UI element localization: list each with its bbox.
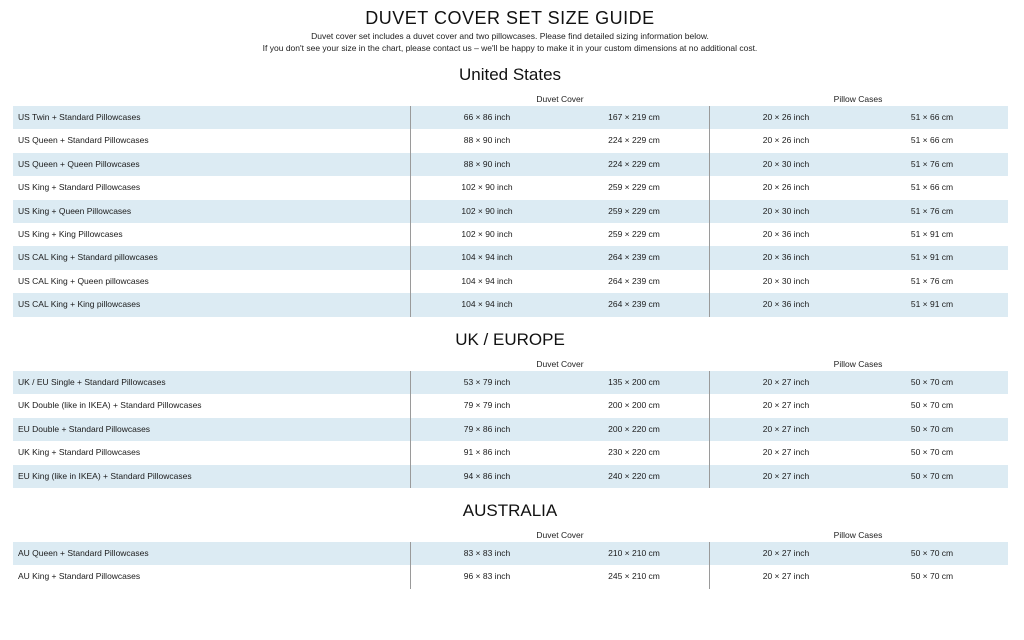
duvet-inch: 96 × 83 inch <box>463 571 511 582</box>
pillow-cm: 51 × 91 cm <box>910 228 954 239</box>
pillow-inch: 20 × 27 inch <box>762 423 810 434</box>
pillow-cm: 50 × 70 cm <box>910 571 954 582</box>
column-divider <box>410 542 411 589</box>
pillow-inch: 20 × 26 inch <box>762 135 810 146</box>
duvet-cm: 259 × 229 cm <box>608 205 660 216</box>
duvet-cm: 135 × 200 cm <box>608 377 660 387</box>
section-australia <box>13 497 1008 589</box>
column-headers <box>13 359 1008 369</box>
pillow-cm: 51 × 76 cm <box>910 275 954 286</box>
size-name: US King + Standard Pillowcases <box>18 182 141 193</box>
section-title: United States <box>458 65 562 84</box>
table-row <box>13 542 1008 565</box>
column-headers <box>13 94 1008 104</box>
duvet-cover-header: Duvet Cover <box>536 94 584 104</box>
pillow-inch: 20 × 27 inch <box>762 571 810 582</box>
pillow-cases-header: Pillow Cases <box>833 359 883 369</box>
table-row <box>13 394 1008 417</box>
size-name: UK / EU Single + Standard Pillowcases <box>18 377 166 387</box>
duvet-cm: 230 × 220 cm <box>608 447 660 458</box>
table-row <box>13 129 1008 152</box>
table-row <box>13 565 1008 588</box>
duvet-inch: 104 × 94 inch <box>461 252 513 263</box>
duvet-inch: 104 × 94 inch <box>461 299 513 310</box>
table-row <box>13 176 1008 199</box>
table-row <box>13 293 1008 316</box>
duvet-cm: 224 × 229 cm <box>608 158 660 169</box>
pillow-cm: 50 × 70 cm <box>910 447 954 458</box>
duvet-inch: 94 × 86 inch <box>463 470 511 481</box>
duvet-inch: 79 × 86 inch <box>463 423 511 434</box>
pillow-cm: 51 × 76 cm <box>910 205 954 216</box>
size-name: US King + Queen Pillowcases <box>18 205 132 216</box>
duvet-cm: 259 × 229 cm <box>608 182 660 193</box>
table-row <box>13 441 1008 464</box>
table-row <box>13 223 1008 246</box>
duvet-inch: 102 × 90 inch <box>461 228 513 239</box>
table-row <box>13 200 1008 223</box>
duvet-inch: 83 × 83 inch <box>463 548 511 558</box>
size-name: EU Double + Standard Pillowcases <box>18 423 151 434</box>
duvet-inch: 102 × 90 inch <box>461 205 513 216</box>
pillow-cm: 50 × 70 cm <box>910 423 954 434</box>
duvet-cm: 245 × 210 cm <box>608 571 660 582</box>
table-row <box>13 465 1008 488</box>
pillow-inch: 20 × 26 inch <box>762 112 810 122</box>
duvet-cm: 264 × 239 cm <box>608 252 660 263</box>
column-headers <box>13 530 1008 540</box>
section-title: AUSTRALIA <box>462 501 558 520</box>
intro-text: Duvet cover set includes a duvet cover and two pillowcases. Please find detailed sizing information below. <box>311 31 709 41</box>
column-divider <box>709 371 710 488</box>
duvet-cm: 200 × 200 cm <box>608 400 660 411</box>
duvet-cover-header: Duvet Cover <box>536 530 584 540</box>
size-table <box>13 542 1008 589</box>
pillow-inch: 20 × 27 inch <box>762 377 810 387</box>
pillow-cases-header: Pillow Cases <box>833 530 883 540</box>
size-name: AU King + Standard Pillowcases <box>18 571 141 582</box>
column-divider <box>410 106 411 317</box>
duvet-cm: 240 × 220 cm <box>608 470 660 481</box>
size-table <box>13 371 1008 488</box>
pillow-cm: 50 × 70 cm <box>910 400 954 411</box>
pillow-inch: 20 × 30 inch <box>762 205 810 216</box>
pillow-inch: 20 × 30 inch <box>762 275 810 286</box>
duvet-inch: 104 × 94 inch <box>461 275 513 286</box>
size-name: UK King + Standard Pillowcases <box>18 447 141 458</box>
column-divider <box>709 542 710 589</box>
table-row <box>13 153 1008 176</box>
size-name: US CAL King + Queen pillowcases <box>18 275 149 286</box>
duvet-cm: 167 × 219 cm <box>608 112 660 122</box>
table-row <box>13 270 1008 293</box>
duvet-cm: 210 × 210 cm <box>608 548 660 558</box>
pillow-inch: 20 × 27 inch <box>762 447 810 458</box>
duvet-inch: 88 × 90 inch <box>463 158 511 169</box>
pillow-cm: 51 × 66 cm <box>910 182 954 193</box>
duvet-cover-header: Duvet Cover <box>536 359 584 369</box>
pillow-inch: 20 × 36 inch <box>762 228 810 239</box>
size-name: AU Queen + Standard Pillowcases <box>18 548 149 558</box>
size-name: US King + King Pillowcases <box>18 228 123 239</box>
section-united-states <box>13 61 1008 317</box>
size-name: US CAL King + King pillowcases <box>18 299 141 310</box>
duvet-inch: 53 × 79 inch <box>463 377 511 387</box>
pillow-inch: 20 × 27 inch <box>762 470 810 481</box>
size-name: US CAL King + Standard pillowcases <box>18 252 158 263</box>
table-row <box>13 246 1008 269</box>
column-divider <box>709 106 710 317</box>
duvet-cm: 259 × 229 cm <box>608 228 660 239</box>
pillow-cm: 51 × 76 cm <box>910 158 954 169</box>
pillow-inch: 20 × 36 inch <box>762 299 810 310</box>
pillow-cm: 50 × 70 cm <box>910 470 954 481</box>
pillow-inch: 20 × 30 inch <box>762 158 810 169</box>
size-name: US Queen + Standard Pillowcases <box>18 135 149 146</box>
size-name: EU King (like in IKEA) + Standard Pillowcases <box>18 470 192 481</box>
duvet-cm: 224 × 229 cm <box>608 135 660 146</box>
duvet-cm: 264 × 239 cm <box>608 299 660 310</box>
pillow-cm: 51 × 66 cm <box>910 135 954 146</box>
pillow-cm: 51 × 91 cm <box>910 252 954 263</box>
pillow-inch: 20 × 36 inch <box>762 252 810 263</box>
size-name: UK Double (like in IKEA) + Standard Pillowcases <box>18 400 202 411</box>
duvet-inch: 88 × 90 inch <box>463 135 511 146</box>
size-name: US Twin + Standard Pillowcases <box>18 112 141 122</box>
intro-note: If you don't see your size in the chart, please contact us – we'll be happy to make it in your custom dimensions at no additional cost. <box>262 43 758 53</box>
pillow-cm: 50 × 70 cm <box>910 377 954 387</box>
page-title: DUVET COVER SET SIZE GUIDE <box>365 8 655 28</box>
duvet-cm: 200 × 220 cm <box>608 423 660 434</box>
duvet-inch: 66 × 86 inch <box>463 112 511 122</box>
pillow-cases-header: Pillow Cases <box>833 94 883 104</box>
pillow-cm: 51 × 91 cm <box>910 299 954 310</box>
duvet-cm: 264 × 239 cm <box>608 275 660 286</box>
column-divider <box>410 371 411 488</box>
table-row <box>13 106 1008 129</box>
table-row <box>13 371 1008 394</box>
pillow-inch: 20 × 27 inch <box>762 548 810 558</box>
pillow-cm: 51 × 66 cm <box>910 112 954 122</box>
pillow-cm: 50 × 70 cm <box>910 548 954 558</box>
pillow-inch: 20 × 26 inch <box>762 182 810 193</box>
duvet-inch: 91 × 86 inch <box>463 447 511 458</box>
table-row <box>13 418 1008 441</box>
section-title: UK / EUROPE <box>455 330 565 349</box>
duvet-inch: 79 × 79 inch <box>463 400 511 411</box>
size-table <box>13 106 1008 317</box>
section-uk-europe <box>13 326 1008 488</box>
pillow-inch: 20 × 27 inch <box>762 400 810 411</box>
size-name: US Queen + Queen Pillowcases <box>18 158 140 169</box>
duvet-inch: 102 × 90 inch <box>461 182 513 193</box>
